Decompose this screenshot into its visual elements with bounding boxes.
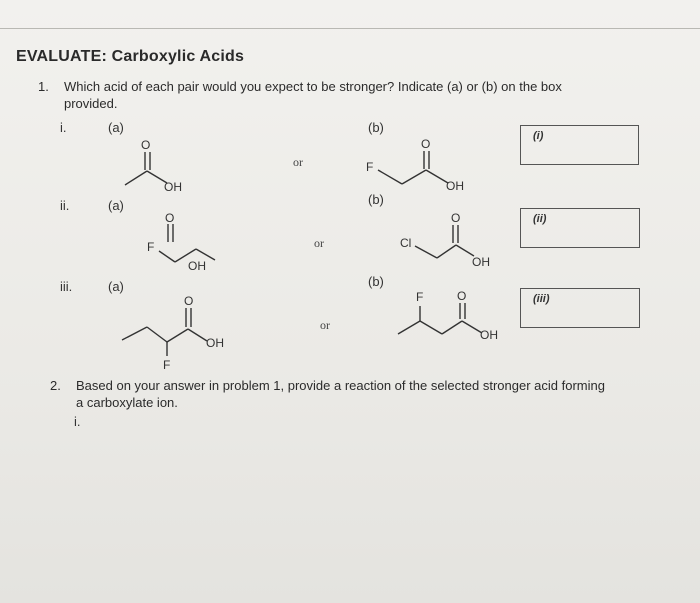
atom-oh: OH bbox=[446, 179, 464, 193]
structure-iii-b bbox=[398, 289, 498, 342]
pair-ii-numeral: ii. bbox=[60, 198, 70, 213]
pair-iii-or: or bbox=[320, 318, 330, 332]
atom-o: O bbox=[457, 289, 467, 303]
pair-iii-numeral: iii. bbox=[60, 279, 73, 294]
pair-ii-or: or bbox=[314, 236, 324, 250]
pair-iii-a-label: (a) bbox=[108, 279, 124, 294]
atom-o: O bbox=[184, 294, 194, 308]
atom-oh: OH bbox=[188, 259, 206, 273]
q1-number: 1. bbox=[38, 79, 49, 94]
atom-o: O bbox=[421, 137, 431, 151]
structure-iii-a bbox=[122, 294, 224, 372]
q2-number: 2. bbox=[50, 378, 61, 393]
pair-ii-a-label: (a) bbox=[108, 198, 124, 213]
q2-text-line2: a carboxylate ion. bbox=[76, 395, 178, 410]
answer-box-ii-label: (ii) bbox=[533, 213, 547, 225]
atom-f: F bbox=[416, 290, 424, 304]
atom-oh: OH bbox=[206, 336, 224, 350]
atom-f: F bbox=[147, 240, 155, 254]
q2-text-line1: Based on your answer in problem 1, provide a reaction of the selected stronger acid forming bbox=[76, 378, 605, 393]
structure-i-b bbox=[366, 137, 464, 193]
q2-answer-area[interactable] bbox=[90, 430, 670, 580]
structure-i-a bbox=[125, 138, 182, 194]
pair-i-a-label: (a) bbox=[108, 120, 124, 135]
answer-box-iii-label: (iii) bbox=[533, 293, 550, 305]
pair-ii-b-label: (b) bbox=[368, 192, 384, 207]
pair-i-or: or bbox=[293, 155, 303, 169]
atom-f: F bbox=[366, 160, 374, 174]
page-title: EVALUATE: Carboxylic Acids bbox=[16, 48, 245, 65]
pair-i-b-label: (b) bbox=[368, 120, 384, 135]
structure-ii-a bbox=[147, 211, 215, 273]
atom-o: O bbox=[451, 211, 461, 225]
atom-f: F bbox=[163, 358, 171, 372]
answer-box-i-label: (i) bbox=[533, 130, 544, 142]
q1-text-line2: provided. bbox=[64, 96, 118, 111]
q1-text-line1: Which acid of each pair would you expect to be stronger? Indicate (a) or (b) on the box bbox=[64, 79, 562, 94]
atom-cl: Cl bbox=[400, 236, 412, 250]
atom-oh: OH bbox=[164, 180, 182, 194]
q2-sub-numeral: i. bbox=[74, 414, 81, 429]
atom-o: O bbox=[141, 138, 151, 152]
atom-o: O bbox=[165, 211, 175, 225]
atom-oh: OH bbox=[472, 255, 490, 269]
pair-iii-b-label: (b) bbox=[368, 274, 384, 289]
structure-ii-b bbox=[400, 211, 490, 269]
pair-i-numeral: i. bbox=[60, 120, 67, 135]
atom-oh: OH bbox=[480, 328, 498, 342]
